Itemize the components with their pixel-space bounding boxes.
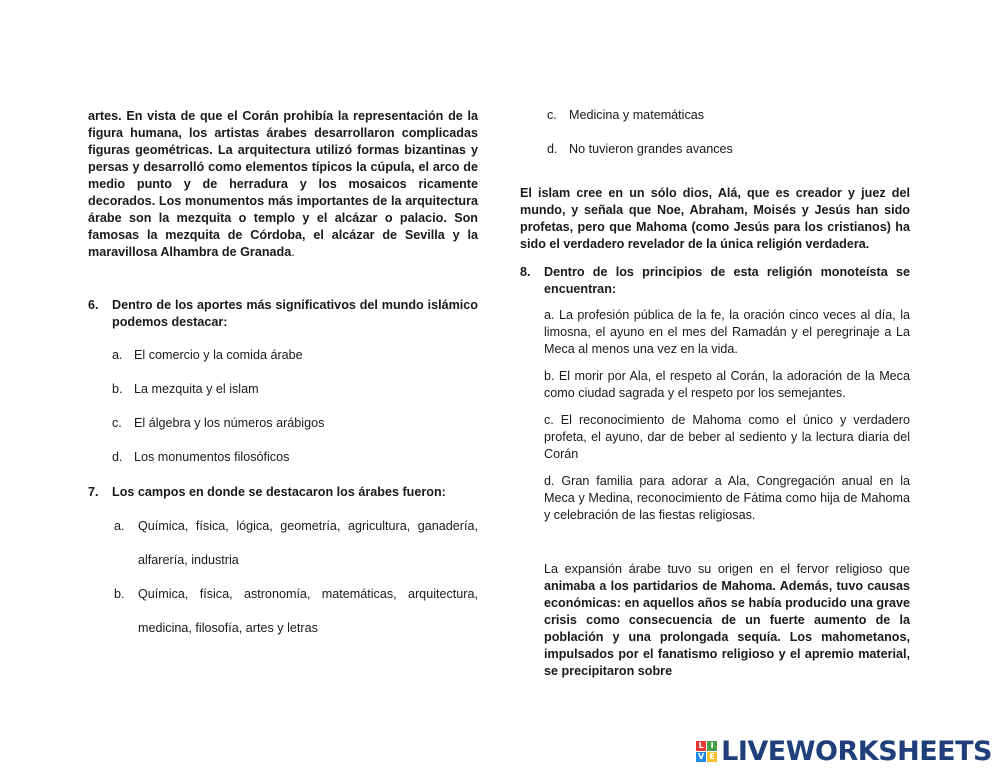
q8-option-d[interactable]: d. Gran familia para adorar a Ala, Congregación anual en la Meca y Medina, reconocimiento de Fátima como hija de Mahoma y celebración de las fiestas religiosas. <box>544 474 910 522</box>
question-6-number: 6. <box>88 298 99 312</box>
expansion-paragraph: La expansión árabe tuvo su origen en el fervor religioso que animaba a los partidarios de Mahoma. Además, tuvo causas económicas: en aquellos años se había producido una grave crisis como consecuencia de un fuerte aumento de la población y una prolongada sequía. Los mahometanos, impulsados por el fanatismo religioso y el apremio material, se precipitaron sobre <box>544 562 910 678</box>
logo-tile-i: I <box>707 741 717 751</box>
question-8 <box>520 264 910 298</box>
question-8-number: 8. <box>520 265 531 279</box>
q6-option-a[interactable]: a. El comercio y la comida árabe <box>112 348 303 362</box>
question-6-text: Dentro de los aportes más significativos del mundo islámico podemos destacar: <box>112 298 478 329</box>
question-7-text: Los campos en donde se destacaron los árabes fueron: <box>112 485 446 499</box>
q8-option-b[interactable]: b. El morir por Ala, el respeto al Corán, la adoración de la Meca como ciudad sagrada y el respeto por los semejantes. <box>544 369 910 400</box>
q7-option-d[interactable]: d. No tuvieron grandes avances <box>547 142 733 156</box>
liveworksheets-logo-icon <box>696 741 717 762</box>
question-8-text: Dentro de los principios de esta religión monoteísta se encuentran: <box>544 265 910 296</box>
question-7 <box>88 484 478 501</box>
left-column <box>88 108 478 261</box>
question-6 <box>88 297 478 331</box>
logo-tile-v: V <box>698 752 705 761</box>
q6-option-c[interactable]: c. El álgebra y los números arábigos <box>112 416 325 430</box>
intro-paragraph: artes. En vista de que el Corán prohibía la representación de la figura humana, los artistas árabes desarrollaron complicadas figuras geométricas. La arquitectura utilizó formas bizantinas y persas y desarrolló como elementos típicos la cúpula, el arco de medio punto y de herradura y los mosaicos ricamente decorados. Los monumentos más importantes de la arquitectura árabe son la mezquita o templo y el alcázar o palacio. Son famosas la mezquita de Córdoba, el alcázar de Sevilla y la maravillosa Alhambra de Granada. <box>88 109 478 259</box>
logo-tile-e: E <box>707 752 717 762</box>
question-7-number: 7. <box>88 485 99 499</box>
q7-option-c[interactable]: c. Medicina y matemáticas <box>547 108 705 122</box>
q8-option-a[interactable]: a. La profesión pública de la fe, la oración cinco veces al día, la limosna, el ayuno en el mes del Ramadán y el peregrinaje a La Meca al menos una vez en la vida. <box>544 308 910 356</box>
liveworksheets-logo <box>696 734 992 768</box>
q8-option-c[interactable]: c. El reconocimiento de Mahoma como el único y verdadero profeta, el ayuno, dar de beber al sediento y la lectura diaria del Corán <box>544 413 910 461</box>
logo-text: LIVEWORKSHEETS <box>721 735 992 767</box>
logo-tile-l: L <box>696 741 706 751</box>
q7-option-a[interactable]: a. Química, física, lógica, geometría, agricultura, ganadería, alfarería, industria <box>114 519 478 567</box>
q6-option-b[interactable]: b. La mezquita y el islam <box>112 382 259 396</box>
q7-option-b[interactable]: b. Química, física, astronomía, matemáticas, arquitectura, medicina, filosofía, artes y letras <box>114 587 478 635</box>
q6-option-d[interactable]: d. Los monumentos filosóficos <box>112 450 290 464</box>
islam-paragraph: El islam cree en un sólo dios, Alá, que es creador y juez del mundo, y señala que Noe, Abraham, Moisés y Jesús han sido profetas, pero que Mahoma (como Jesús para los cristianos) ha sido el verdadero revelador de la única religión verdadera. <box>520 186 910 251</box>
